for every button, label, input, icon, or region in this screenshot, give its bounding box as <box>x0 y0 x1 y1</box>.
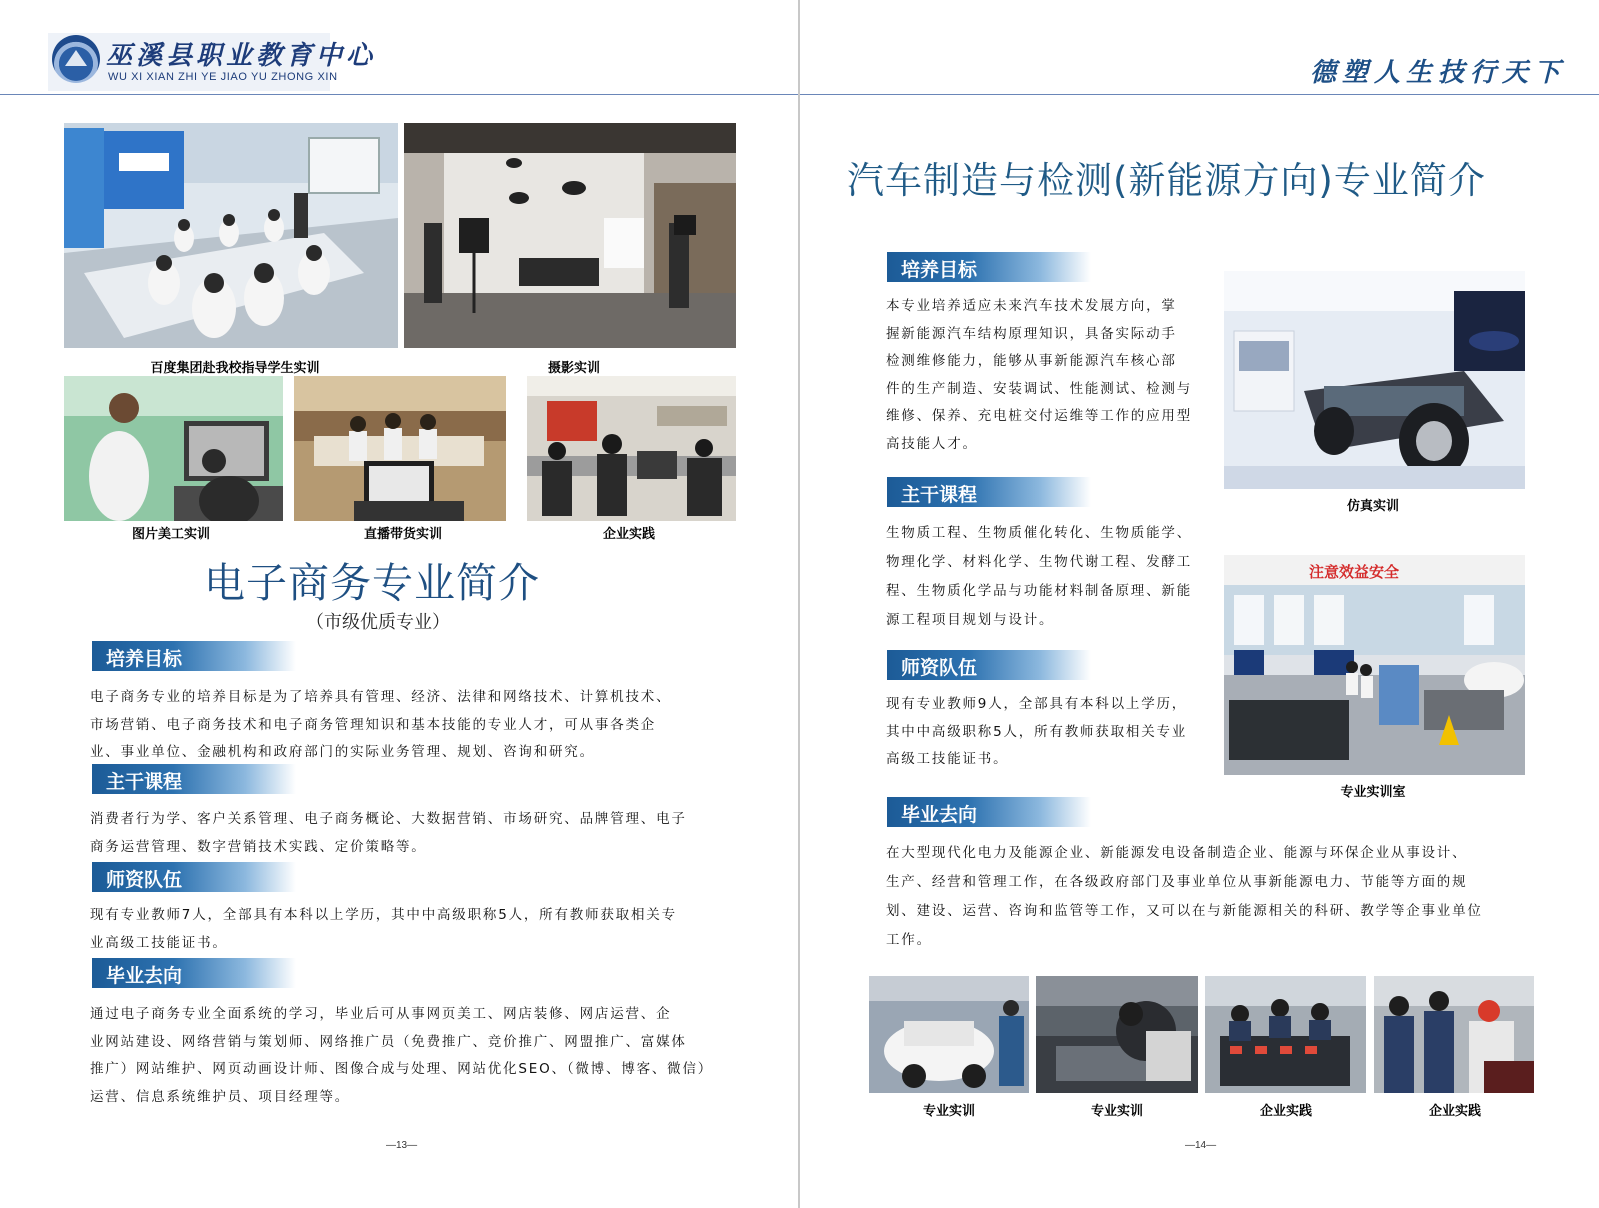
text-line: 程、生物质化学品与功能材料制备原理、新能 <box>886 583 1192 599</box>
section-heading-label: 主干课程 <box>106 771 183 793</box>
text-line: 源工程项目规划与设计。 <box>886 612 1055 628</box>
photo-caption: 专业实训 <box>922 1104 976 1119</box>
page-number: —13— <box>386 1140 418 1151</box>
text-line: 业网站建设、网络营销与策划师、网络推广员（免费推广、竞价推广、网盟推广、富媒体 <box>90 1033 687 1050</box>
ev-chassis-illustration <box>1224 271 1525 489</box>
logo-english-name: WU XI XIAN ZHI YE JIAO YU ZHONG XIN <box>108 71 338 83</box>
page-number: —14— <box>1185 1140 1217 1151</box>
photo-caption: 企业实践 <box>1428 1104 1482 1119</box>
workers-illustration <box>1374 976 1534 1093</box>
section-heading-label: 师资队伍 <box>106 869 183 891</box>
text-line: 件的生产制造、安装调试、性能测试、检测与 <box>886 380 1192 397</box>
text-line: 现有专业教师9人，全部具有本科以上学历， <box>886 696 1188 712</box>
photo-caption: 百度集团赴我校指导学生实训 <box>150 361 320 376</box>
header-rule <box>800 94 1599 95</box>
section-heading-career <box>887 797 1091 827</box>
text-line: 消费者行为学、客户关系管理、电子商务概论、大数据营销、市场研究、品牌管理、电子 <box>90 811 687 827</box>
section-heading-label: 主干课程 <box>901 484 978 506</box>
classroom-illustration <box>64 123 398 348</box>
photo-caption: 仿真实训 <box>1346 499 1400 514</box>
text-line: 在大型现代化电力及能源企业、新能源发电设备制造企业、能源与环保企业从事设计、 <box>886 845 1468 861</box>
text-line: 本专业培养适应未来汽车技术发展方向，掌 <box>886 298 1177 314</box>
page-title: 汽车制造与检测(新能源方向)专业简介 <box>847 159 1486 202</box>
text-line: 划、建设、运营、咨询和监管等工作，又可以在与新能源相关的科研、教学等企事业单位 <box>886 903 1483 919</box>
section-heading-career <box>92 958 296 988</box>
header-rule <box>0 94 798 95</box>
photo-practical-training-1 <box>869 976 1029 1093</box>
faculty-paragraph <box>90 902 730 957</box>
goal-paragraph <box>886 293 1216 458</box>
courses-paragraph <box>90 806 730 861</box>
page-subtitle: （市级优质专业） <box>306 612 450 633</box>
workshop-illustration <box>1224 555 1525 775</box>
text-line: 高级工技能证书。 <box>886 751 1009 767</box>
photo-caption: 图片美工实训 <box>131 527 211 542</box>
text-line: 维修、保养、充电桩交付运维等工作的应用型 <box>886 408 1192 424</box>
photo-caption: 企业实践 <box>602 527 656 542</box>
text-line: 生物质工程、生物质催化转化、生物质能学、 <box>886 525 1192 541</box>
photo-image-art-training <box>64 376 283 521</box>
section-heading-faculty <box>92 862 296 892</box>
text-line: 其中中高级职称5人，所有教师获取相关专业 <box>886 723 1188 740</box>
text-line: 业、事业单位、金融机构和政府部门的实际业务管理、规划、咨询和研究。 <box>90 744 595 760</box>
photo-enterprise-practice-1 <box>1205 976 1366 1093</box>
text-line: 业高级工技能证书。 <box>90 934 228 951</box>
section-heading-label: 培养目标 <box>901 259 978 281</box>
logo-chinese-name: 巫溪县职业教育中心 <box>106 41 377 71</box>
faculty-paragraph <box>886 691 1216 774</box>
school-motto: 德塑人生技行天下 <box>1310 58 1567 88</box>
text-line: 通过电子商务专业全面系统的学习，毕业后可从事网页美工、网店装修、网店运营、企 <box>90 1006 672 1022</box>
text-line: 检测维修能力，能够从事新能源汽车核心部 <box>886 353 1177 369</box>
photo-training-room <box>1224 555 1525 775</box>
photo-enterprise-practice <box>527 376 736 521</box>
section-heading-goal <box>92 641 296 671</box>
battery-pack-illustration <box>1205 976 1366 1093</box>
livestream-illustration <box>294 376 506 521</box>
photo-caption: 专业实训 <box>1090 1104 1144 1119</box>
photo-livestream-training <box>294 376 506 521</box>
photo-simulation-training <box>1224 271 1525 489</box>
section-heading-courses <box>92 764 296 794</box>
courses-paragraph <box>886 519 1216 635</box>
section-heading-goal <box>887 252 1091 282</box>
text-line: 物理化学、材料化学、生物代谢工程、发酵工 <box>886 554 1192 570</box>
section-heading-courses <box>887 477 1091 507</box>
text-line: 市场营销、电子商务技术和电子商务管理知识和基本技能的专业人才，可从事各类企 <box>90 716 657 733</box>
school-emblem-icon <box>52 35 100 83</box>
art-lab-illustration <box>64 376 283 521</box>
career-paragraph <box>90 1001 730 1111</box>
photo-photography-studio <box>404 123 736 348</box>
career-paragraph <box>886 839 1546 955</box>
text-line: 推广）网站维护、网页动画设计师、图像合成与处理、网站优化SEO、（微博、博客、微信） <box>90 1061 714 1077</box>
photo-caption: 摄影实训 <box>547 361 601 376</box>
photo-enterprise-practice-2 <box>1374 976 1534 1093</box>
section-heading-label: 师资队伍 <box>901 657 978 679</box>
photo-baidu-training <box>64 123 398 348</box>
engine-work-illustration <box>1036 976 1198 1093</box>
photo-caption: 企业实践 <box>1259 1104 1313 1119</box>
school-logo <box>48 33 377 91</box>
right-page <box>800 0 1599 1208</box>
left-page <box>0 0 798 1208</box>
text-line: 握新能源汽车结构原理知识，具备实际动手 <box>886 325 1177 342</box>
photo-caption: 直播带货实训 <box>363 527 443 542</box>
goal-paragraph <box>90 684 730 767</box>
photo-caption: 专业实训室 <box>1340 785 1406 800</box>
office-illustration <box>527 376 736 521</box>
section-heading-label: 毕业去向 <box>901 804 978 826</box>
text-line: 现有专业教师7人，全部具有本科以上学历，其中中高级职称5人，所有教师获取相关专 <box>90 907 677 923</box>
text-line: 高技能人才。 <box>886 435 978 452</box>
studio-illustration <box>404 123 736 348</box>
text-line: 工作。 <box>886 932 932 948</box>
text-line: 商务运营管理、数字营销技术实践、定价策略等。 <box>90 838 427 855</box>
page-title: 电子商务专业简介 <box>204 559 540 607</box>
text-line: 电子商务专业的培养目标是为了培养具有管理、经济、法律和网络技术、计算机技术、 <box>90 689 672 705</box>
assembly-line-illustration <box>869 976 1029 1093</box>
photo-practical-training-2 <box>1036 976 1198 1093</box>
section-heading-label: 毕业去向 <box>106 965 183 987</box>
safety-sign: 注意效益安全 <box>1309 563 1400 581</box>
text-line: 生产、经营和管理工作，在各级政府部门及事业单位从事新能源电力、节能等方面的规 <box>886 874 1468 890</box>
section-heading-faculty <box>887 650 1091 680</box>
text-line: 运营、信息系统维护员、项目经理等。 <box>90 1088 351 1105</box>
section-heading-label: 培养目标 <box>106 648 183 670</box>
